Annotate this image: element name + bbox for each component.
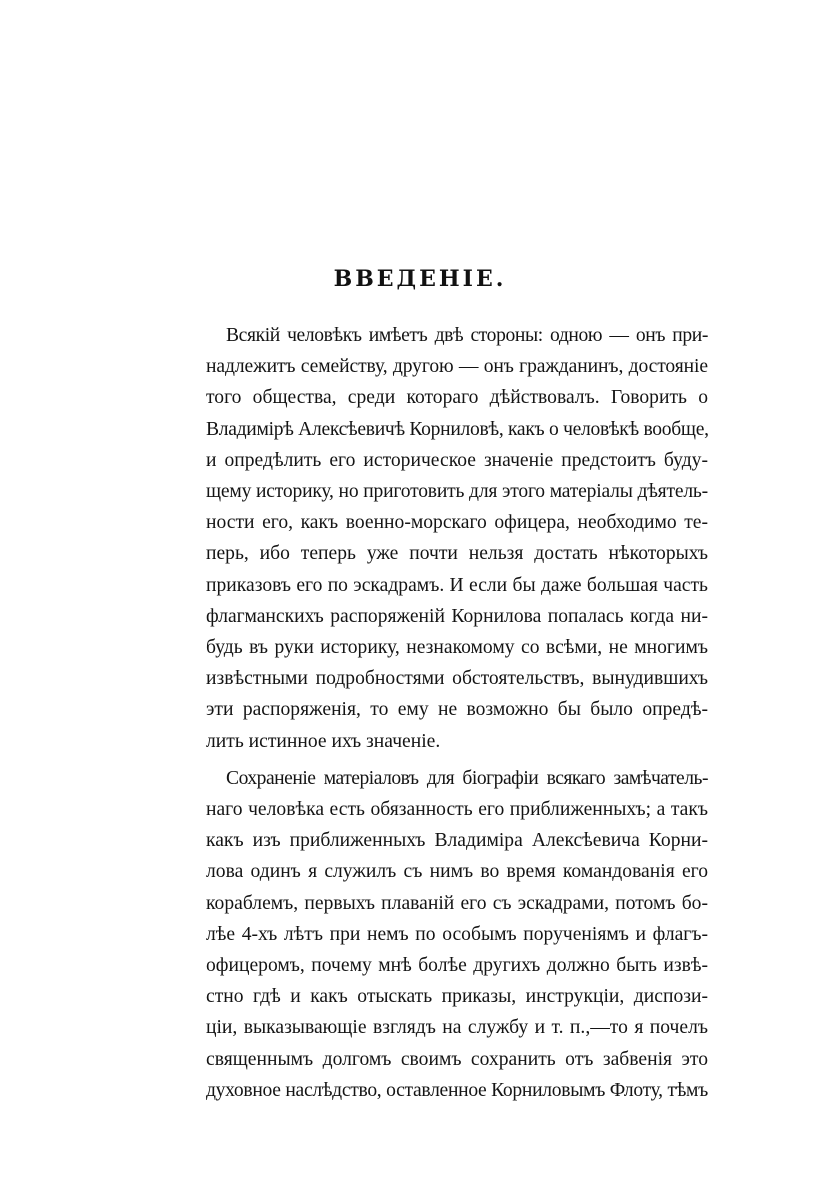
text-line: ціи, выказывающіе взглядъ на службу и т. п.,—то я почелъ [206, 1017, 708, 1039]
text-line: какъ изъ приближенныхъ Владиміра Алексѣевича Корни- [206, 830, 708, 852]
text-line: флагманскихъ распоряженій Корнилова попалась когда ни- [206, 605, 708, 627]
text-line: эти распоряженія, то ему не возможно бы было опредѣ- [206, 699, 708, 721]
text-line: перь, ибо теперь уже почти нельзя достать нѣкоторыхъ [206, 543, 708, 565]
text-line-last: лить истинное ихъ значеніе. [206, 730, 441, 752]
text-line: Владимірѣ Алексѣевичѣ Корниловѣ, какъ о человѣкѣ вообще, [206, 418, 709, 440]
text-line: Сохраненіе матеріаловъ для біографіи всякаго замѣчатель- [226, 767, 708, 789]
paragraph-2 [186, 763, 708, 1106]
text-line: стно гдѣ и какъ отыскать приказы, инструкціи, диспози- [206, 986, 708, 1008]
text-line: наго человѣка есть обязанность его приближенныхъ; а такъ [206, 799, 708, 821]
text-line: приказовъ его по эскадрамъ. И если бы даже большая часть [206, 574, 708, 596]
body-text [186, 320, 708, 1106]
text-line: офицеромъ, почему мнѣ болѣе другихъ должно быть извѣ- [206, 955, 708, 977]
text-line: священнымъ долгомъ своимъ сохранить отъ забвенія это [206, 1048, 708, 1070]
text-line: извѣстными подробностями обстоятельствъ, вынудившихъ [206, 668, 708, 690]
text-line: будь въ руки историку, незнакомому со всѣми, не многимъ [206, 637, 708, 659]
text-line: кораблемъ, первыхъ плаваній его съ эскадрами, потомъ бо- [206, 892, 708, 914]
text-line: того общества, среди котораго дѣйствовалъ. Говорить о [206, 387, 708, 409]
text-line: и опредѣлить его историческое значеніе предстоитъ буду- [206, 449, 708, 471]
text-line: надлежитъ семейству, другою — онъ гражданинъ, достояніе [206, 356, 708, 378]
text-line: лова одинъ я служилъ съ нимъ во время командованія его [206, 861, 708, 883]
text-line: Всякій человѣкъ имѣетъ двѣ стороны: одною — онъ при- [226, 325, 708, 346]
text-line: ности его, какъ военно-морскаго офицера, необходимо те- [206, 512, 708, 534]
text-line: духовное наслѣдство, оставленное Корниловымъ Флоту, тѣмъ [206, 1079, 708, 1101]
paragraph-1 [186, 320, 708, 757]
text-line: лѣе 4-хъ лѣтъ при немъ по особымъ порученіямъ и флагъ- [206, 923, 708, 945]
text-line: щему историку, но приготовить для этого матеріалы дѣятель- [206, 481, 708, 503]
chapter-heading: ВВЕДЕНІЕ. [333, 266, 507, 292]
